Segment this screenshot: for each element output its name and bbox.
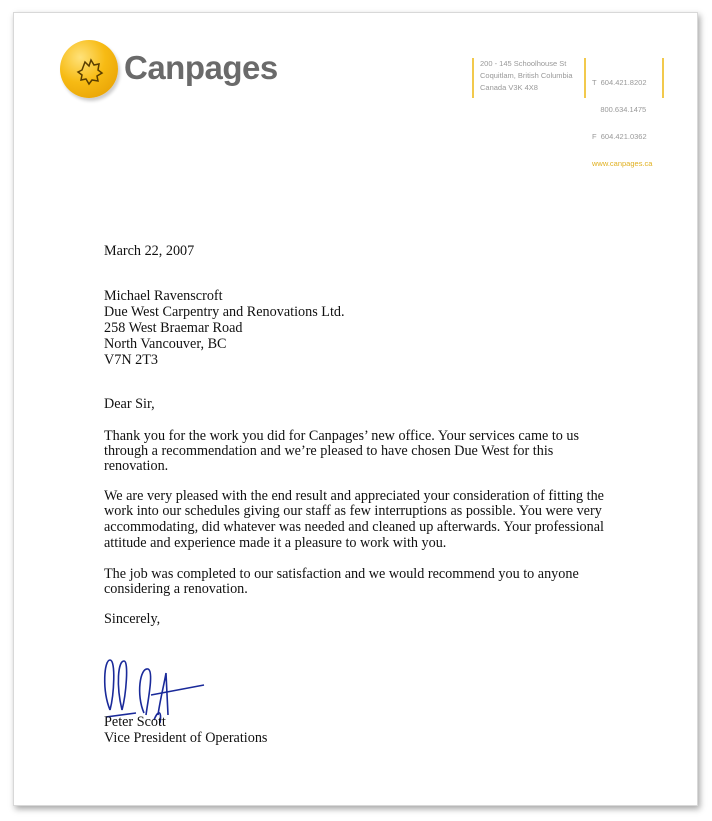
website-link[interactable]: www.canpages.ca	[592, 159, 653, 168]
fax: F 604.421.0362	[592, 132, 647, 141]
address-line: Coquitlam, British Columbia	[480, 71, 573, 80]
canpages-logo	[60, 40, 300, 100]
address-line: Canada V3K 4X8	[480, 83, 538, 92]
recipient-line: 258 West Braemar Road	[104, 320, 243, 336]
body-line: renovation.	[104, 458, 169, 474]
address-line: 200 - 145 Schoolhouse St	[480, 59, 567, 68]
body-line: Thank you for the work you did for Canpages’ new office. Your services came to us	[104, 428, 580, 444]
toll-free: 800.634.1475	[592, 105, 647, 114]
body-line: We are very pleased with the end result and appreciated your consideration of fitting the	[104, 488, 604, 504]
body-line: through a recommendation and we’re pleased to have chosen Due West for this	[104, 443, 554, 459]
recipient-line: North Vancouver, BC	[104, 336, 227, 352]
body-line: attitude and experience made it a pleasure to work with you.	[104, 535, 447, 551]
address-block	[480, 58, 573, 94]
divider	[584, 58, 586, 98]
contact-block	[592, 60, 652, 177]
brand-name: Canpages	[124, 49, 278, 86]
divider	[472, 58, 474, 98]
salutation: Dear Sir,	[104, 396, 155, 412]
closing: Sincerely,	[104, 611, 161, 627]
divider	[662, 58, 664, 98]
phone: T 604.421.8202	[592, 78, 647, 87]
recipient-line: Due West Carpentry and Renovations Ltd.	[104, 304, 345, 320]
recipient-line: Michael Ravenscroft	[104, 288, 223, 304]
signer-title: Vice President of Operations	[104, 730, 268, 746]
body-line: The job was completed to our satisfaction and we would recommend you to anyone	[104, 566, 579, 582]
body-line: work into our schedules giving our staff as few interruptions as possible. You were very	[104, 503, 602, 519]
body-line: accommodating, did whatever was needed and cleaned up afterwards. Your professional	[104, 519, 604, 535]
recipient-line: V7N 2T3	[104, 352, 158, 368]
signer-name: Peter Scott	[104, 714, 166, 730]
maple-leaf-globe-icon	[60, 40, 118, 98]
letter-date: March 22, 2007	[104, 243, 195, 259]
body-line: considering a renovation.	[104, 581, 248, 597]
